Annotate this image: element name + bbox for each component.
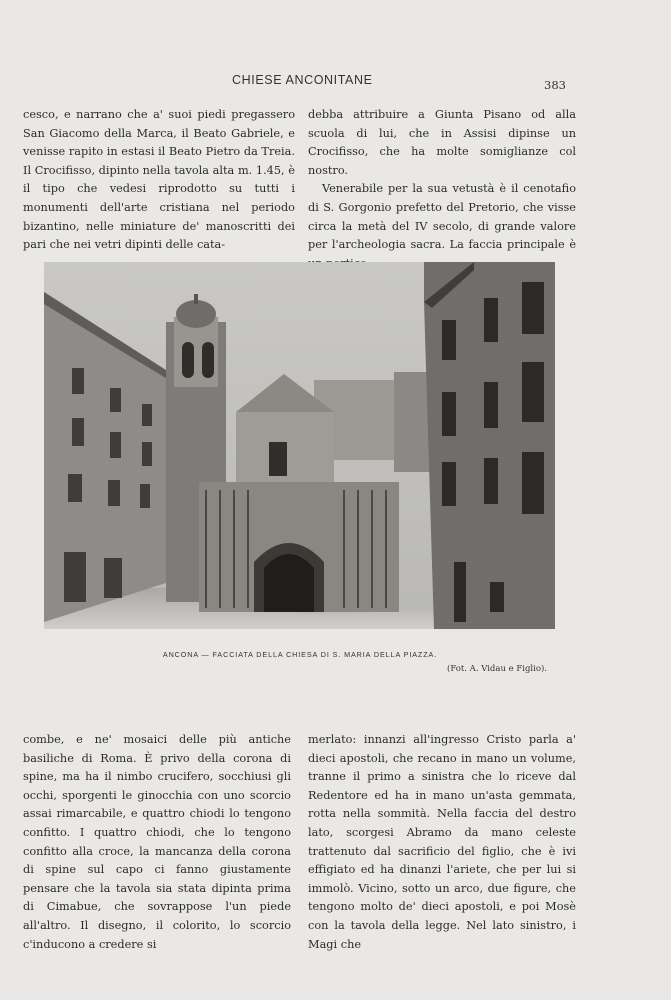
paragraph: merlato: innanzi all'ingresso Cristo parla a' dieci apostoli, che recano in mano un volume, tranne il primo a sinistra che lo riceve dal Redentore ed ha in mano un'asta gemmata, rotta nella sommità. Nella faccia del destro lato, scorgesi Abramo da mano celeste trattenuto dal sacrificio del figlio, che è ivi effigiato ed ha dinanzi l'ariete, che per lui si immolò. Vicino, sotto un arco, due figure, che tengono molto de' dieci apostoli, e poi Mosè con la tavola della legge. Nel lato sinistro, i Magi che xyxy=(308,733,576,951)
text-column-top-right xyxy=(308,106,576,273)
running-head xyxy=(0,73,671,92)
paragraph: cesco, e narrano che a' suoi piedi pregassero San Giacomo della Marca, il Beato Gabriele, e venisse rapito in estasi il Beato Pietro da Treia. Il Crocifisso, dipinto nella tavola alta m. 1.45, è il tipo che vedesi riprodotto su tutti i monumenti dell'arte cristiana nel periodo bizantino, nelle miniature de' manoscritti dei pari che nei vetri dipinti delle cata- xyxy=(23,108,295,252)
photo-credit: (Fot. A. Vidau e Figlio). xyxy=(447,664,547,674)
figure-caption: ANCONA — FACCIATA DELLA CHIESA DI S. MARIA DELLA PIAZZA. xyxy=(162,650,438,659)
paragraph: debba attribuire a Giunta Pisano od alla scuola di lui, che in Assisi dipinse un Crocifisso, che ha molte somiglianze col nostro. xyxy=(308,108,576,177)
paragraph: Venerabile per la sua vetustà è il cenotafio di S. Gorgonio prefetto del Pretorio, che visse circa la metà del IV secolo, di grande valore per l'archeologia sacra. La faccia principale è xyxy=(308,182,576,252)
church-facade-photograph xyxy=(44,262,555,629)
text-column-bottom-left xyxy=(23,731,291,954)
text-column-top-left xyxy=(23,106,295,255)
paragraph: combe, e ne' mosaici delle più antiche basiliche di Roma. È privo della corona di spine, ma ha il nimbo crucifero, socchiusi gli occhi, sporgenti le ginocchia con uno scorcio assai rimarcabile, e quattro chiodi lo tengono confitto. I quattro chiodi, che lo tengono confitto alla croce, la mancanza della corona di spine sul capo ci fanno giustamente pensare che la tavola sia stata dipinta prima di Cimabue, che sovrappose l'un piede all'altro. Il disegno, il colorito, lo scorcio c'inducono a credere si xyxy=(23,733,291,951)
text-column-bottom-right xyxy=(308,731,576,954)
page-number: 383 xyxy=(544,78,566,92)
running-title: CHIESE ANCONITANE xyxy=(232,73,373,87)
